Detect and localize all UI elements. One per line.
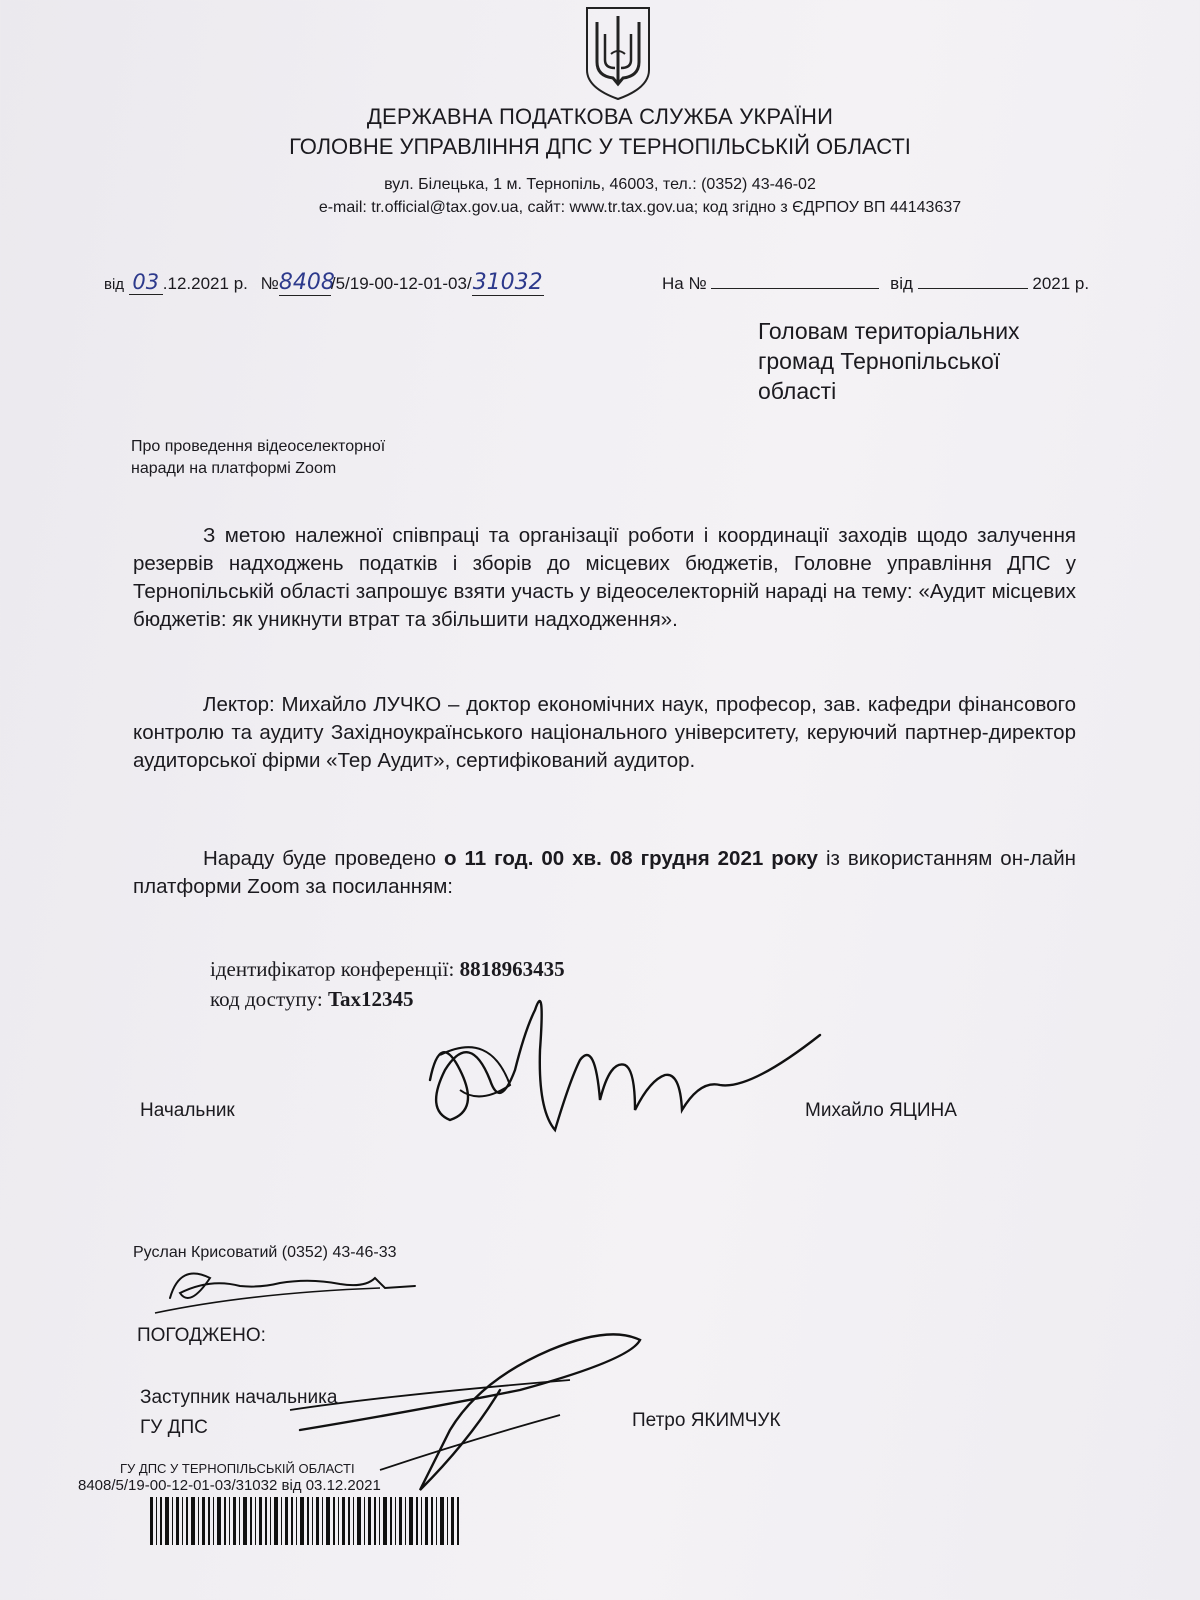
number-middle: /5/19-00-12-01-03/ (330, 274, 472, 293)
meeting-intro: Нараду буде проведено (203, 847, 437, 870)
deputy-name: Петро ЯКИМЧУК (632, 1410, 781, 1431)
conference-id-label: ідентифікатор конференції: (210, 957, 455, 981)
deputy-title-line: ГУ ДПС (140, 1417, 208, 1438)
head-name: Михайло ЯЦИНА (805, 1100, 957, 1121)
addressee-block (758, 316, 1020, 406)
head-title: Начальник (140, 1100, 235, 1121)
reference-label: На № (662, 274, 707, 293)
meeting-platform: із використанням он-лайн платформи Zoom за посиланням: (133, 847, 1076, 898)
reference-line (662, 270, 1089, 294)
addressee-line: Головам територіальних (758, 318, 1020, 344)
approval-label: ПОГОДЖЕНО: (137, 1325, 266, 1346)
date-rest: .12.2021 р. (162, 274, 248, 293)
barcode (150, 1497, 460, 1545)
body-paragraph-2: Лектор: Михайло ЛУЧКО – доктор економічних наук, професор, зав. кафедри фінансового контролю та аудиту Західноукраїнського національного університету, керуючий партнер-директор аудиторської фірми «Тер Аудит», сертифікований аудитор. (133, 693, 1076, 772)
executor-line: Руслан Крисоватий (0352) 43-46-33 (133, 1244, 397, 1261)
executor-handwritten-signature (150, 1258, 420, 1318)
barcode-reg-number: 8408/5/19-00-12-01-03/31032 від 03.12.2021 (78, 1477, 381, 1494)
barcode-org: ГУ ДПС У ТЕРНОПІЛЬСЬКІЙ ОБЛАСТІ (120, 1461, 355, 1476)
head-handwritten-signature (420, 960, 840, 1160)
access-code-value: Tax12345 (327, 987, 414, 1011)
date-day-handwritten: 03 (129, 270, 163, 295)
body-paragraph-1: З метою належної співпраці та організації роботи і координації заходів щодо залучення резервів надходжень податків і зборів до місцевих бюджетів, Головне управління ДПС у Тернопільській області запрошує взяти участь у відеоселекторній нараді на тему: «Аудит місцевих бюджетів: як уникнути втрат та збільшити надходження». (133, 524, 1076, 631)
subject-line: наради на платформі Zoom (131, 460, 337, 477)
addressee-line: громад Тернопільської (758, 348, 1001, 374)
reference-date-blank (918, 270, 1028, 289)
reference-from-label: від (890, 274, 913, 293)
reference-number-blank (711, 270, 879, 289)
number-handwritten-end: 31032 (472, 270, 543, 295)
registration-line (104, 270, 544, 296)
department-title: ГОЛОВНЕ УПРАВЛІННЯ ДПС У ТЕРНОПІЛЬСЬКІЙ ОБЛАСТІ (289, 134, 911, 159)
address-line: вул. Білецька, 1 м. Тернопіль, 46003, тел.: (0352) 43-46-02 (384, 176, 816, 193)
addressee-line: області (758, 378, 837, 404)
agency-title: ДЕРЖАВНА ПОДАТКОВА СЛУЖБА УКРАЇНИ (366, 104, 834, 129)
date-prefix: від (104, 276, 125, 293)
access-code-label: код доступу: (210, 987, 323, 1011)
subject-line: Про проведення відеоселекторної (131, 438, 386, 455)
reference-year: 2021 р. (1032, 274, 1090, 293)
number-label: № (260, 274, 279, 293)
number-handwritten: 8408 (278, 270, 335, 295)
conference-id-value: 8818963435 (459, 957, 565, 981)
trident-coat-of-arms-icon (583, 4, 653, 102)
contacts-line: e-mail: tr.official@tax.gov.ua, сайт: www.tr.tax.gov.ua; код згідно з ЄДРПОУ ВП 44143637 (318, 199, 962, 216)
deputy-title-line: Заступник начальника (140, 1387, 338, 1408)
meeting-time: о 11 год. 00 хв. 08 грудня 2021 року (444, 847, 818, 870)
body-paragraph-3 (133, 845, 1076, 901)
subject-block (131, 436, 385, 480)
